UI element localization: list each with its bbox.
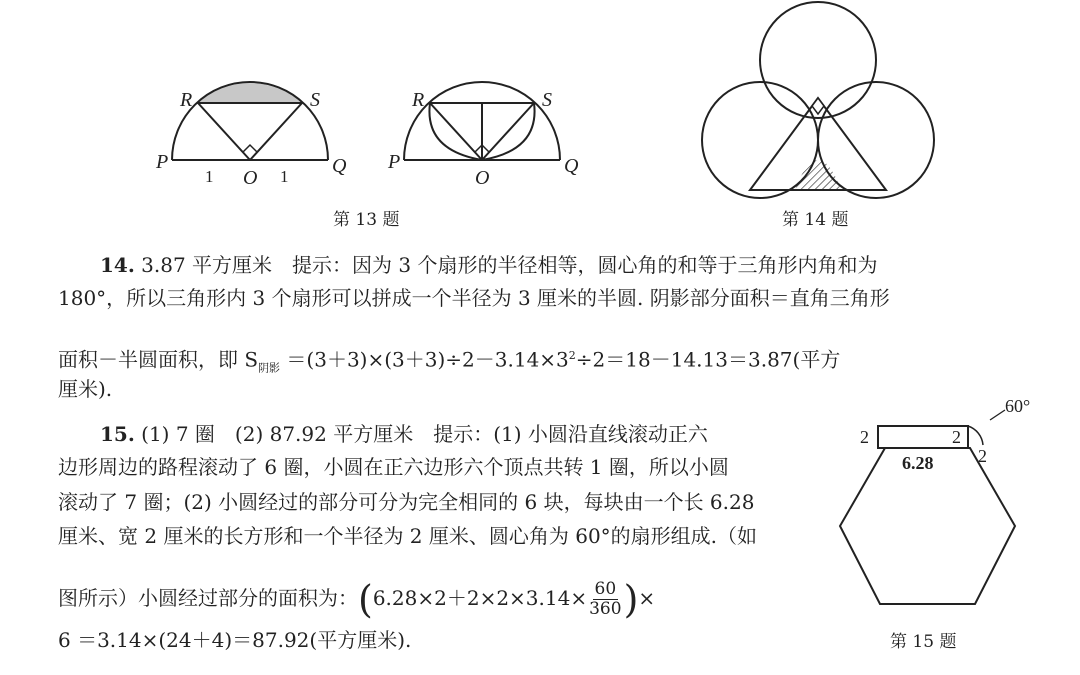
q15-line-6: 6 ＝3.14×(24＋4)＝87.92(平方厘米).: [58, 628, 412, 652]
label-P: P: [156, 151, 169, 173]
length-label: 6.28: [902, 453, 934, 473]
fig13-right-diagram: [404, 82, 560, 160]
fig13-caption: 第 13 题: [333, 210, 400, 230]
label-R: R: [180, 89, 193, 111]
text: ×: [638, 586, 656, 610]
text: 图所示）小圆经过部分的面积为：: [58, 586, 358, 610]
label-P: P: [388, 151, 401, 173]
label-S: S: [310, 89, 320, 111]
text: 面积－半圆面积，即 S: [58, 347, 259, 372]
fraction: [589, 580, 621, 619]
q15-line-3: 滚动了 7 圈；(2) 小圆经过的部分可分为完全相同的 6 块，每块由一个长 6.28: [58, 490, 755, 514]
fig14-diagram: [702, 2, 934, 198]
q15-line-1: [100, 422, 708, 446]
label-S: S: [542, 89, 552, 111]
fig13-left-diagram: [172, 82, 328, 160]
text: 3.87 平方厘米 提示：因为 3 个扇形的半径相等，圆心角的和等于三角形内角和为: [141, 253, 878, 277]
label-Q: Q: [564, 155, 579, 177]
text: (1) 7 圈 (2) 87.92 平方厘米 提示：(1) 小圆沿直线滚动正六: [141, 422, 708, 446]
shaded-segment: [198, 83, 302, 103]
denominator: 360: [589, 599, 622, 619]
angle-label: 60°: [1005, 396, 1031, 416]
side-label: 2: [952, 427, 961, 447]
hatched-region: [795, 160, 841, 190]
q15-line-2: 边形周边的路程滚动了 6 圈，小圆在正六边形六个顶点共转 1 圈，所以小圆: [58, 455, 729, 479]
q14-line-2: 180°，所以三角形内 3 个扇形可以拼成一个半径为 3 厘米的半圆. 阴影部分面积＝直角三角形: [58, 286, 890, 310]
numerator: 60: [594, 579, 617, 599]
paren-close: ): [623, 577, 639, 622]
q14-line-1: [100, 253, 877, 277]
subscript: 阴影: [258, 361, 281, 375]
label-O: O: [243, 167, 258, 189]
q14-line-3: [58, 344, 840, 381]
superscript: 2: [568, 349, 576, 362]
side-label: 2: [860, 427, 869, 447]
text: ÷2＝18－14.13＝3.87(平方: [575, 347, 841, 372]
q14-line-4: 厘米).: [58, 377, 113, 401]
label-O: O: [475, 167, 490, 189]
text: ＝(3＋3)×(3＋3)÷2－3.14×3: [280, 347, 569, 372]
side-label: 2: [978, 446, 987, 466]
fig14-caption: 第 14 题: [782, 210, 849, 230]
label-1: 1: [205, 167, 214, 186]
q15-line-5: [58, 576, 655, 622]
label-Q: Q: [332, 155, 347, 177]
fig15-caption: 第 15 题: [890, 632, 957, 652]
label-R: R: [412, 89, 425, 111]
q14-number: 14.: [100, 253, 135, 277]
q15-number: 15.: [100, 422, 135, 446]
paren-open: (: [358, 577, 373, 622]
label-1: 1: [280, 167, 289, 186]
text: 6.28×2＋2×2×3.14×: [372, 586, 588, 610]
q15-line-4: 厘米、宽 2 厘米的长方形和一个半径为 2 厘米、圆心角为 60°的扇形组成.（如: [58, 524, 758, 548]
